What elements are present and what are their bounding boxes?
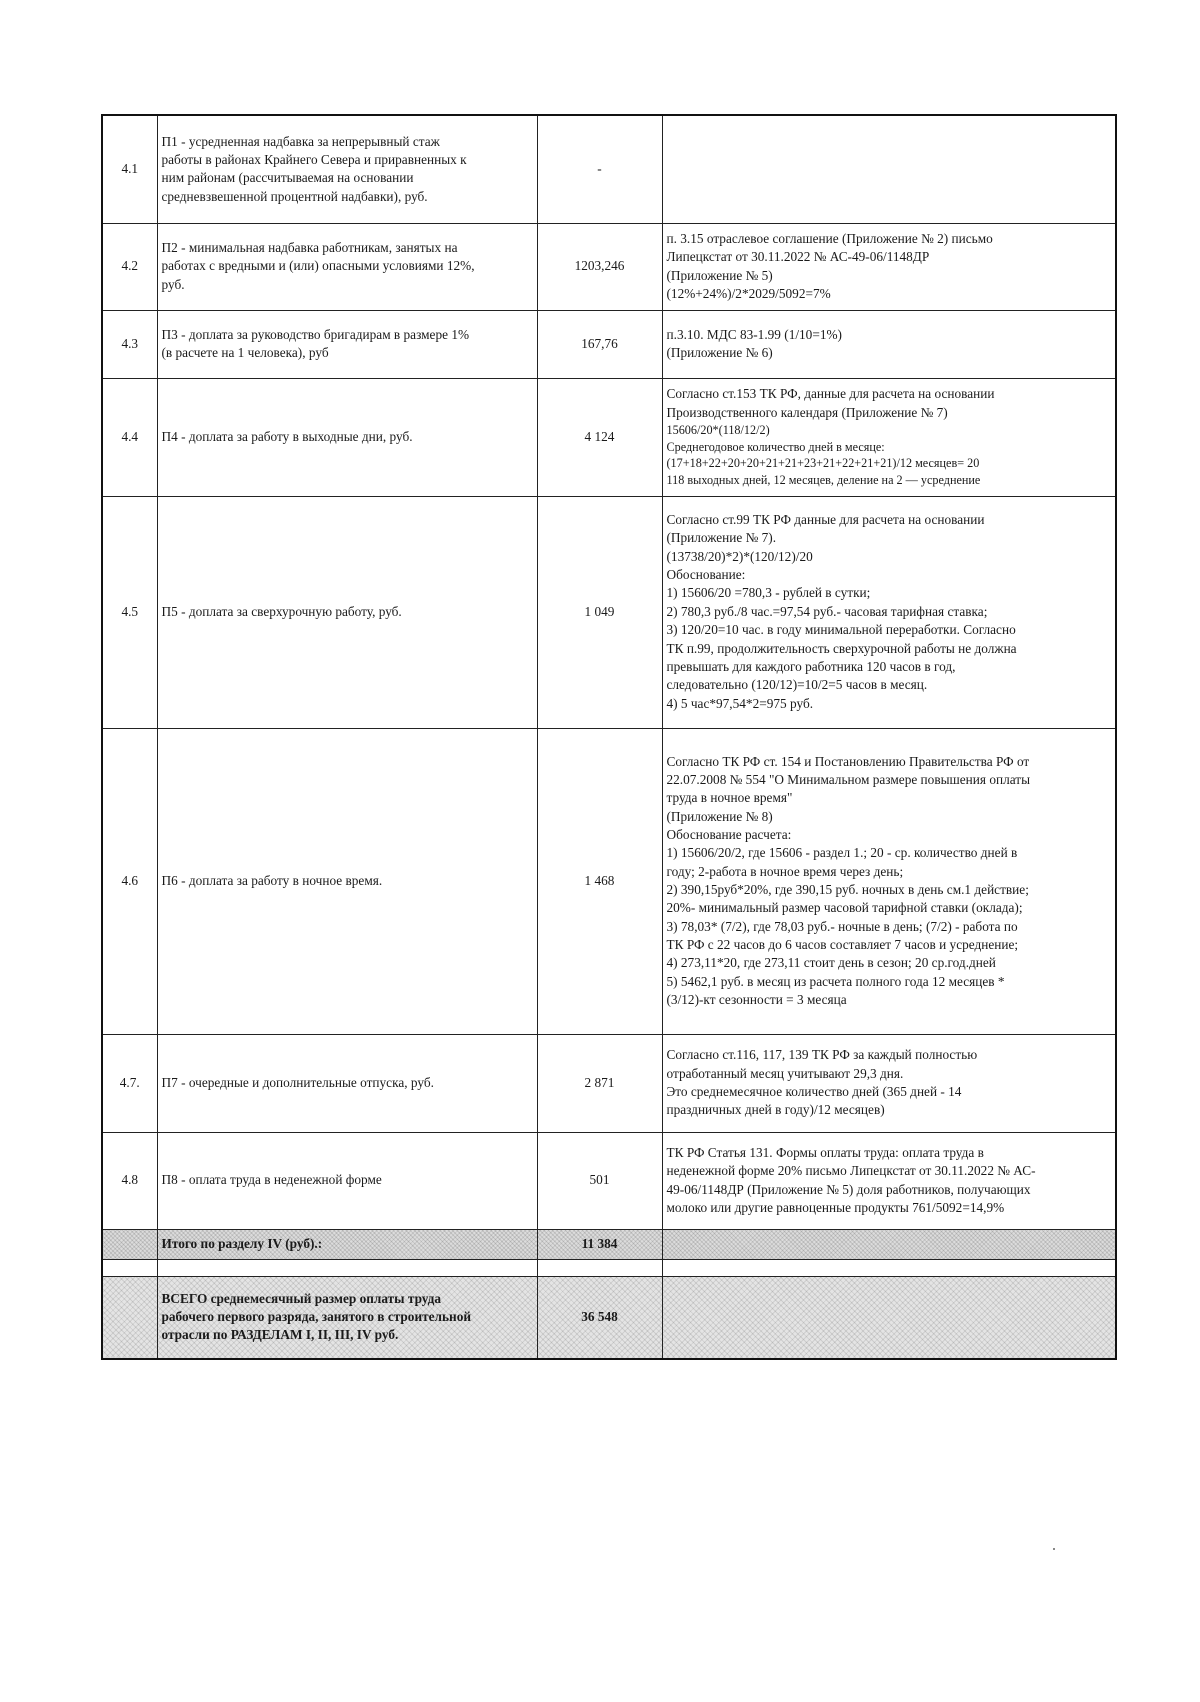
row-description xyxy=(157,378,537,496)
total-empty-cell xyxy=(102,1276,157,1359)
row-basis xyxy=(662,728,1116,1034)
subtotal-value: 11 384 xyxy=(537,1229,662,1259)
basis-line: Обоснование: xyxy=(666,567,746,583)
basis-line: (Приложение № 5) xyxy=(666,267,773,283)
total-label-line: ВСЕГО среднемесячный размер оплаты труда xyxy=(161,1290,441,1306)
desc-line: П5 - доплата за сверхурочную работу, руб. xyxy=(161,603,402,619)
row-value: 501 xyxy=(537,1132,662,1229)
row-value: 2 871 xyxy=(537,1034,662,1132)
row-description xyxy=(157,728,537,1034)
row-basis xyxy=(662,1034,1116,1132)
row-number: 4.6 xyxy=(102,728,157,1034)
desc-line: П4 - доплата за работу в выходные дни, руб. xyxy=(161,428,413,444)
basis-line: 22.07.2008 № 554 "О Минимальном размере повышения оплаты xyxy=(666,771,1031,787)
table-row xyxy=(102,310,1116,378)
table-row xyxy=(102,223,1116,310)
row-value: 1203,246 xyxy=(537,223,662,310)
subtotal-row xyxy=(102,1229,1116,1259)
spacer-row xyxy=(102,1259,1116,1276)
basis-line: п.3.10. МДС 83-1.99 (1/10=1%) xyxy=(666,326,842,342)
subtotal-empty-cell xyxy=(102,1229,157,1259)
desc-line: работы в районах Крайнего Севера и приравненных к xyxy=(161,151,467,167)
basis-line: молоко или другие равноценные продукты 761/5092=14,9% xyxy=(666,1199,1005,1215)
table-row xyxy=(102,1034,1116,1132)
grand-total-label xyxy=(157,1276,537,1359)
basis-line: (12%+24%)/2*2029/5092=7% xyxy=(666,285,831,301)
basis-line: Согласно ТК РФ ст. 154 и Постановлению Правительства РФ от xyxy=(666,753,1030,769)
basis-line: 2) 390,15руб*20%, где 390,15 руб. ночных в день см.1 действие; xyxy=(666,882,1029,897)
basis-line: Согласно ст.153 ТК РФ, данные для расчета на основании xyxy=(666,386,995,402)
row-basis xyxy=(662,496,1116,728)
basis-line: (13738/20)*2)*(120/12)/20 xyxy=(666,548,813,564)
basis-line: ТК РФ Статья 131. Формы оплаты труда: оплата труда в xyxy=(666,1144,984,1160)
row-number: 4.4 xyxy=(102,378,157,496)
table-row xyxy=(102,496,1116,728)
row-basis xyxy=(662,1132,1116,1229)
grand-total-row xyxy=(102,1276,1116,1359)
basis-line: 2) 780,3 руб./8 час.=97,54 руб.- часовая тарифная ставка; xyxy=(666,603,988,619)
basis-line: праздничных дней в году)/12 месяцев) xyxy=(666,1102,885,1118)
basis-line: отработанный месяц учитывают 29,3 дня. xyxy=(666,1065,904,1081)
desc-line: работах с вредными и (или) опасными условиями 12%, xyxy=(161,258,475,274)
basis-line: 118 выходных дней, 12 месяцев, деление на 2 — усреднение xyxy=(666,472,981,487)
spacer-cell xyxy=(537,1259,662,1276)
table-row xyxy=(102,728,1116,1034)
table-row xyxy=(102,1132,1116,1229)
row-basis xyxy=(662,115,1116,223)
desc-line: П7 - очередные и дополнительные отпуска, руб. xyxy=(161,1074,434,1090)
grand-total-value: 36 548 xyxy=(537,1276,662,1359)
subtotal-label: Итого по разделу IV (руб).: xyxy=(157,1229,537,1259)
row-basis xyxy=(662,310,1116,378)
spacer-cell xyxy=(157,1259,537,1276)
desc-line: П1 - усредненная надбавка за непрерывный стаж xyxy=(161,133,440,149)
basis-line: 1) 15606/20/2, где 15606 - раздел 1.; 20 - ср. количество дней в xyxy=(666,845,1018,861)
subtotal-empty-cell xyxy=(662,1229,1116,1259)
row-basis xyxy=(662,378,1116,496)
desc-line: средневзвешенной процентной надбавки), руб. xyxy=(161,188,428,204)
desc-line: П6 - доплата за работу в ночное время. xyxy=(161,872,383,888)
row-description xyxy=(157,1034,537,1132)
basis-line: ТК РФ с 22 часов до 6 часов составляет 7 часов и усреднение; xyxy=(666,937,1019,953)
basis-line: (3/12)-кт сезонности = 3 месяца xyxy=(666,992,847,1008)
basis-line: Среднегодовое количество дней в месяце: xyxy=(666,439,885,454)
basis-line: Производственного календаря (Приложение № 7) xyxy=(666,404,948,420)
basis-line: следовательно (120/12)=10/2=5 часов в месяц. xyxy=(666,677,928,693)
basis-line: 49-06/1148ДР (Приложение № 5) доля работников, получающих xyxy=(666,1181,1031,1197)
desc-line: руб. xyxy=(161,276,185,292)
basis-line: 3) 120/20=10 час. в году минимальной переработки. Согласно xyxy=(666,622,1016,638)
desc-line: П3 - доплата за руководство бригадирам в размере 1% xyxy=(161,326,470,342)
basis-line: году; 2-работа в ночное время через день; xyxy=(666,863,904,879)
table-row xyxy=(102,378,1116,496)
scan-speck xyxy=(1053,1548,1055,1550)
total-empty-cell xyxy=(662,1276,1116,1359)
basis-line: труда в ночное время" xyxy=(666,790,793,806)
row-number: 4.3 xyxy=(102,310,157,378)
row-value: 167,76 xyxy=(537,310,662,378)
row-description xyxy=(157,1132,537,1229)
basis-line: 3) 78,03* (7/2), где 78,03 руб.- ночные в день; (7/2) - работа по xyxy=(666,918,1018,934)
desc-line: П8 - оплата труда в неденежной форме xyxy=(161,1172,382,1188)
row-basis xyxy=(662,223,1116,310)
basis-line: 4) 5 час*97,54*2=975 руб. xyxy=(666,695,814,711)
wage-calculation-table xyxy=(101,114,1117,1360)
total-label-line: отрасли по РАЗДЕЛАМ I, II, III, IV руб. xyxy=(161,1327,399,1343)
desc-line: П2 - минимальная надбавка работникам, занятых на xyxy=(161,239,458,255)
basis-line: 1) 15606/20 =780,3 - рублей в сутки; xyxy=(666,585,871,601)
row-number: 4.7. xyxy=(102,1034,157,1132)
basis-line: неденежной форме 20% письмо Липецкстат от 30.11.2022 № АС- xyxy=(666,1163,1036,1179)
total-label-line: рабочего первого разряда, занятого в строительной xyxy=(161,1309,472,1325)
basis-line: 15606/20*(118/12/2) xyxy=(666,423,770,438)
row-value: 4 124 xyxy=(537,378,662,496)
table-row xyxy=(102,115,1116,223)
basis-line: Это среднемесячное количество дней (365 дней - 14 xyxy=(666,1084,962,1099)
desc-line: ним районам (рассчитываемая на основании xyxy=(161,170,414,186)
row-number: 4.5 xyxy=(102,496,157,728)
row-value: 1 468 xyxy=(537,728,662,1034)
basis-line: (17+18+22+20+20+21+21+23+21+22+21+21)/12 месяцев= 20 xyxy=(666,456,980,471)
row-description xyxy=(157,496,537,728)
basis-line: ТК п.99, продолжительность сверхурочной работы не должна xyxy=(666,640,1017,656)
row-description xyxy=(157,310,537,378)
row-number: 4.1 xyxy=(102,115,157,223)
row-value: 1 049 xyxy=(537,496,662,728)
basis-line: Согласно ст.116, 117, 139 ТК РФ за каждый полностью xyxy=(666,1047,978,1063)
row-description xyxy=(157,223,537,310)
row-number: 4.2 xyxy=(102,223,157,310)
spacer-cell xyxy=(662,1259,1116,1276)
basis-line: Согласно ст.99 ТК РФ данные для расчета на основании xyxy=(666,512,985,528)
basis-line: п. 3.15 отраслевое соглашение (Приложение № 2) письмо xyxy=(666,230,993,246)
row-description xyxy=(157,115,537,223)
basis-line: Обоснование расчета: xyxy=(666,826,792,842)
basis-line: (Приложение № 8) xyxy=(666,808,773,824)
basis-line: (Приложение № 7). xyxy=(666,530,777,546)
row-number: 4.8 xyxy=(102,1132,157,1229)
basis-line: 4) 273,11*20, где 273,11 стоит день в сезон; 20 ср.год.дней xyxy=(666,955,996,971)
basis-line: Липецкстат от 30.11.2022 № АС-49-06/1148ДР xyxy=(666,249,930,265)
row-value: - xyxy=(537,115,662,223)
basis-line: 5) 5462,1 руб. в месяц из расчета полного года 12 месяцев * xyxy=(666,973,1005,989)
spacer-cell xyxy=(102,1259,157,1276)
desc-line: (в расчете на 1 человека), руб xyxy=(161,345,329,360)
basis-line: (Приложение № 6) xyxy=(666,345,773,360)
basis-line: 20%- минимальный размер часовой тарифной ставки (оклада); xyxy=(666,900,1023,916)
basis-line: превышать для каждого работника 120 часов в год, xyxy=(666,658,956,674)
